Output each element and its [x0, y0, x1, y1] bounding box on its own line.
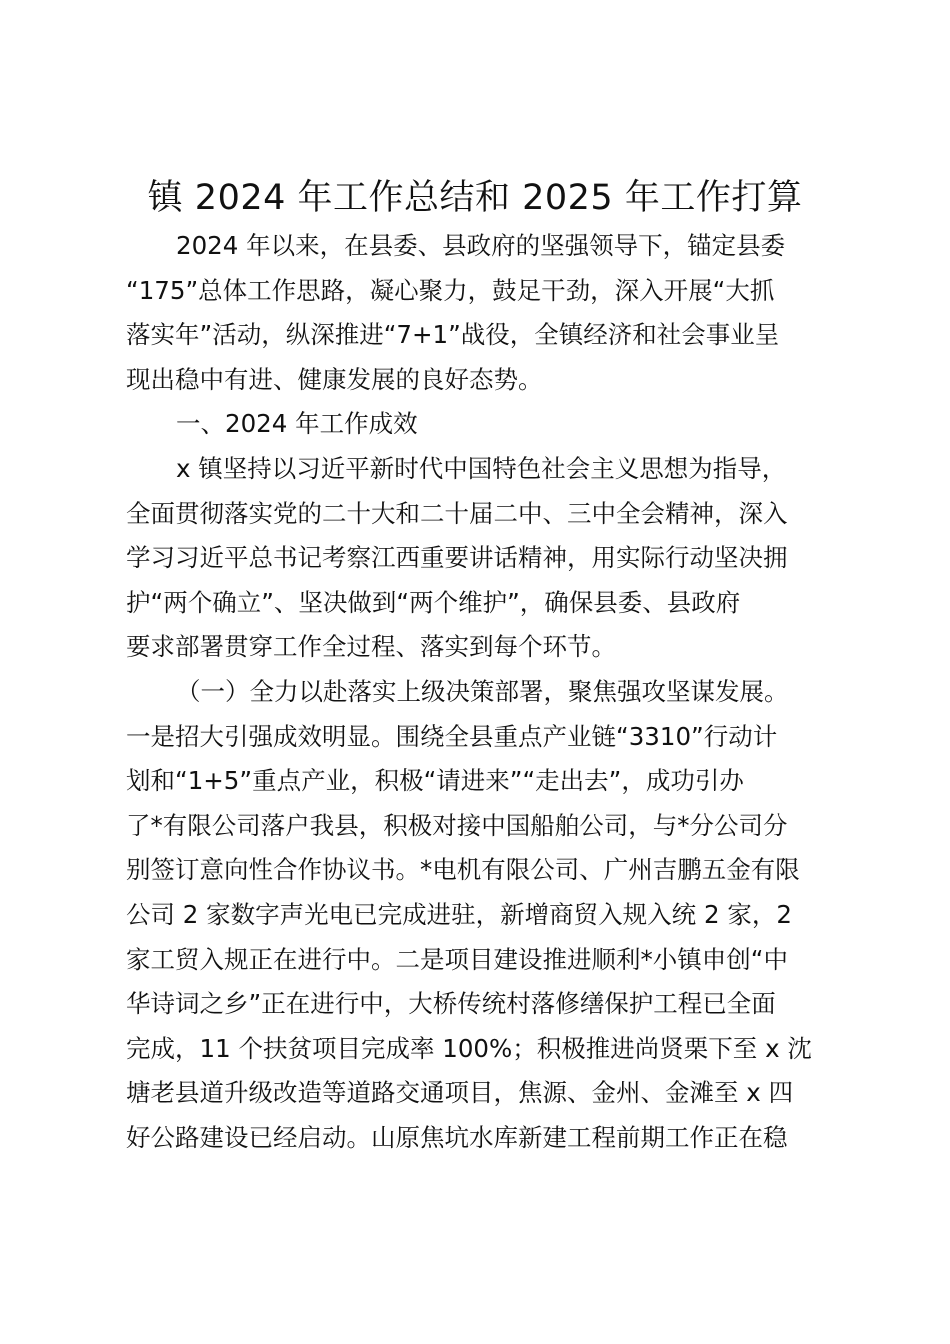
paragraph-line: 落实年”活动，纵深推进“7+1”战役，全镇经济和社会事业呈	[126, 320, 780, 350]
paragraph-line: 塘老县道升级改造等道路交通项目，焦源、金州、金滩至 x 四	[126, 1078, 794, 1108]
paragraph-line: “175”总体工作思路，凝心聚力，鼓足干劲，深入开展“大抓	[126, 275, 775, 305]
paragraph-line: 了*有限公司落户我县，积极对接中国船舶公司，与*分公司分	[126, 810, 788, 840]
paragraph-line: 现出稳中有进、健康发展的良好态势。	[126, 364, 543, 394]
document-body	[126, 224, 836, 1160]
paragraph-line: 要求部署贯穿工作全过程、落实到每个环节。	[126, 632, 616, 662]
subsection-heading: （一）全力以赴落实上级决策部署，聚焦强攻坚谋发展。	[176, 676, 789, 706]
paragraph-line: 华诗词之乡”正在进行中，大桥传统村落修缮保护工程已全面	[126, 989, 776, 1019]
paragraph-line: 2024 年以来，在县委、县政府的坚强领导下，锚定县委	[176, 231, 786, 260]
paragraph-line: 好公路建设已经启动。山原焦坑水库新建工程前期工作正在稳	[126, 1122, 788, 1152]
document-title: 镇 2024 年工作总结和 2025 年工作打算	[147, 178, 803, 218]
paragraph-line: 学习习近平总书记考察江西重要讲话精神，用实际行动坚决拥	[126, 543, 788, 573]
paragraph-line: 护“两个确立”、坚决做到“两个维护”，确保县委、县政府	[126, 587, 741, 617]
paragraph-line: 全面贯彻落实党的二十大和二十届二中、三中全会精神，深入	[126, 498, 788, 528]
paragraph-line: 公司 2 家数字声光电已完成进驻，新增商贸入规入统 2 家，2	[126, 899, 792, 929]
paragraph-line: x 镇坚持以习近平新时代中国特色社会主义思想为指导，	[176, 453, 787, 483]
paragraph-line: 完成，11 个扶贫项目完成率 100%；积极推进尚贤栗下至 x 沈	[126, 1033, 812, 1063]
section-heading: 一、2024 年工作成效	[176, 409, 418, 439]
paragraph-line: 家工贸入规正在进行中。二是项目建设推进顺利*小镇申创“中	[126, 944, 788, 974]
paragraph-line: 别签订意向性合作协议书。*电机有限公司、广州吉鹏五金有限	[126, 855, 800, 885]
paragraph-line: 划和“1+5”重点产业，积极“请进来”“走出去”，成功引办	[126, 766, 744, 796]
paragraph-line: 一是招大引强成效明显。围绕全县重点产业链“3310”行动计	[126, 721, 778, 751]
